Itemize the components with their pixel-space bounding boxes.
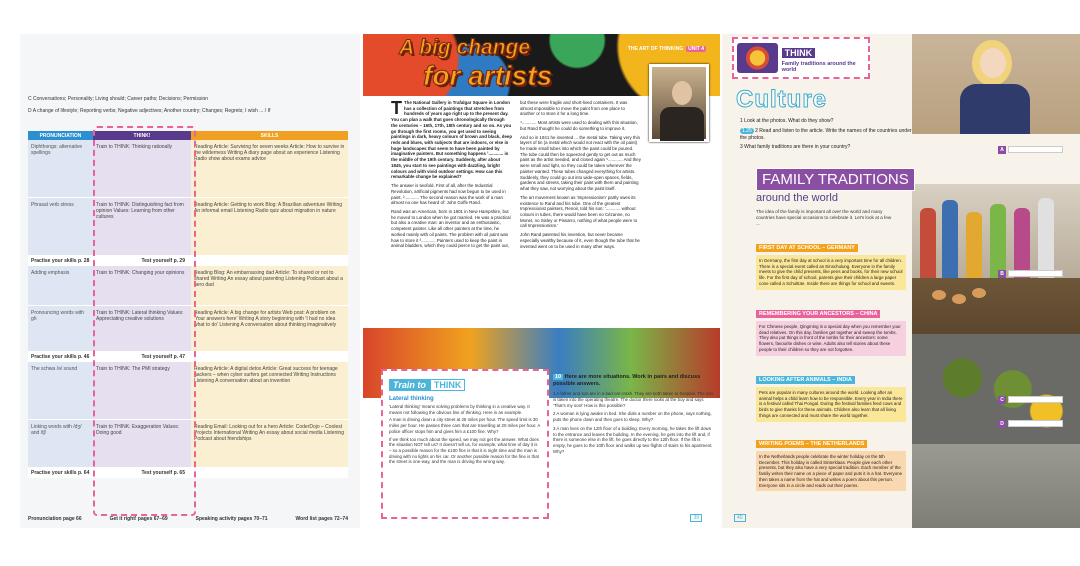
photo-label-b: B [998, 270, 1006, 278]
section-heading: FIRST DAY AT SCHOOL – GERMANY [756, 244, 858, 252]
table-row [28, 420, 348, 468]
think-title: THINK [782, 48, 816, 58]
header-think: THINK! [93, 131, 191, 140]
photo-label-a: A [998, 146, 1006, 154]
train-to-badge: Train to [389, 379, 430, 391]
article-paragraph: And so in 1841 he invented ... the metal tube. Taking very thin layers of tin (a metal which would not react with the oil paint) he made small tubes into which the paint could be poured. The tube could then be squeezed gently to get out as much paint as the artist needed, and closed again ⁵............ And they were small and light, so they could be taken wherever the painter wanted. These tubes changed everything for artists. Suddenly, they could go out into wide-open spaces, fields, gardens and streets, taking their paint with them and painting what they saw, not worrying about the paint itself. [520, 134, 641, 192]
contents-footer [28, 516, 348, 522]
table-row [28, 362, 348, 420]
children-photo [912, 184, 1080, 278]
footer-get-it-right[interactable]: Get it right! pages 67–69 [109, 516, 168, 522]
header-skills: SKILLS [191, 131, 348, 140]
box-paragraph: If we think too much about the speed, we may not get the answer. What does the situation NOT tell us? It doesn't tell us, for example, what time of day it is – so a possible reason for the £100 fine is that it is night time and the man is driving with no lights on his car. Or another possible reason for the fine is that the street is one-way, and the man is driving the wrong way. [389, 436, 539, 465]
article-paragraph: Rand was an American, born in 1801 in New Hampshire, but he moved to London when he got married. He was a practical but also a creative man: an inventor and an enthusiastic, competent painter. Like all other painters at the time, he worked mainly with oil paints. The problem with oil paint was how to store it ³............ Painters used to keep the paint in animal bladders, which they could pierce to get the paint out, but these were fragile and short-lived containers. It was almost impossible to move the paint from one place to another or to store it for a long time. [391, 100, 628, 249]
pronunciation-cell: Adding emphasis [28, 266, 93, 305]
answer-line-d[interactable] [1008, 420, 1063, 427]
section-body: Pets are popular in many cultures around the world. Looking after an animal helps a child learn how to be responsible. Every year in India there is a festival called Thai Pongal. During the festival families feed cows and birds to give thanks for these animals. Children also learn that all living things are connected and must share the world together. [756, 387, 906, 422]
practise-row [28, 468, 348, 478]
header-pronunciation: PRONUNCIATION [28, 131, 93, 140]
contents-line-d: D A change of lifestyle; Reporting verbs; Negative adjectives; Another country; Changes; Regrets; I wish ... / If [28, 107, 271, 114]
article-body [387, 96, 645, 332]
drop-cap: T [391, 98, 402, 118]
table-row [28, 198, 348, 256]
think-cell: Train to THINK: Thinking rationally [93, 140, 191, 197]
situation-item: 1 A father and son are in a bad car crash. They are both taken to hospital. The son is taken into the operating theatre. The doctor there looks at the boy and says 'That's my son!' How is this possible? [553, 391, 713, 408]
think-cell: Train to THINK: The PMI strategy [93, 362, 191, 419]
section-tag [628, 46, 706, 52]
article-paragraph: The answer is twofold. First of all, after the Industrial Revolution, artificial pigments had now begun to be used in paint. ²............ The second reason was the work of a man almost no one has heard of: John Goffe Rand. [391, 183, 506, 206]
footer-word-list[interactable]: Word list pages 72–74 [295, 516, 348, 522]
table-header [28, 131, 348, 140]
think-logo-image [737, 43, 778, 73]
culture-heading: Culture [736, 86, 827, 113]
question-1: 1 Look at the photos. What do they show? [740, 118, 834, 124]
table-row [28, 140, 348, 198]
bun-shape [952, 294, 966, 304]
section-india [756, 368, 906, 422]
skills-cell: Reading Blog: An embarrassing dad Article: To shared or not to shared Writing An essay about parenting Listening Podcast about a hero dad [191, 266, 348, 305]
child-figure [942, 200, 958, 278]
exercise-number: 10 [555, 374, 562, 380]
skills-cell: Reading Article: Getting to work Blog: A Brazilian adventure Writing An informal email Listening Radio quiz about migration in nature [191, 198, 348, 255]
child-figure [1014, 208, 1030, 278]
article-paragraph: The art movement known as 'Impressionism' partly owes its existence to Rand and his tube. One of the greatest Impressionist painters, Renoir, told his son: '............ without colours in tubes, there would have been no Cézanne, no Monet, no Sisley or Pissarro, nothing of what people were to call Impressionism.' [520, 194, 638, 229]
think-subtitle: Family traditions around the world [781, 61, 856, 73]
section-germany [756, 236, 906, 290]
practise-link[interactable]: Practise your skills p. 28 [31, 258, 90, 264]
child-figure [1038, 198, 1054, 278]
photo-body [960, 84, 1030, 134]
practise-row [28, 256, 348, 266]
think-header-box [732, 37, 870, 79]
culture-page [722, 34, 1080, 528]
answer-line-a[interactable] [1008, 146, 1063, 153]
practise-link[interactable]: Practise your skills p. 46 [31, 354, 90, 360]
think-cell: Train to THINK: Exaggeration Values: Doing good [93, 420, 191, 467]
culture-questions [740, 118, 912, 154]
box-paragraph: 'Lateral thinking' means solving problems by thinking in a creative way. It means not following the obvious line of thinking. Here is an example. [389, 404, 530, 415]
answer-line-b[interactable] [1008, 270, 1063, 277]
article-title-line2: for artists [423, 60, 553, 91]
portrait-coat [660, 107, 704, 141]
question-2-text: 2 Read and listen to the article. Write the names of the countries under the photos. [740, 127, 912, 141]
section-china [756, 302, 906, 356]
practise-link[interactable]: Practise your skills p. 64 [31, 470, 90, 476]
test-yourself-link[interactable]: Test yourself p. 47 [141, 354, 185, 360]
skills-cell: Reading Article: Surviving for seven weeks Article: How to survive in the wilderness Writing A diary page about an experience Listening Radio show about exams advice [191, 140, 348, 197]
think-cell: Train to THINK: Changing your opinions [93, 266, 191, 305]
article-paragraph: John Rand patented his invention, but never became especially wealthy because of it, even though the tube that he invented went on to be used in many other ways. [520, 232, 640, 249]
child-figure [990, 204, 1006, 278]
bun-shape [932, 290, 946, 300]
child-figure [920, 208, 936, 278]
pigeons-photo [912, 444, 1080, 528]
contents-page [20, 34, 360, 528]
article-title-line1: A big change [399, 36, 531, 59]
train-to-think-box [381, 369, 549, 519]
section-heading: REMEMBERING YOUR ANCESTORS – CHINA [756, 310, 880, 318]
artists-page [363, 34, 720, 528]
box-paragraph: A man is driving down a city street at 25 miles per hour. The speed limit is 30 miles per hour. He passes three cars that are travelling at 20 miles per hour. A police officer stops him and gives him a £100 fine. Why? [389, 417, 541, 434]
section-tag-label: THE ART OF THINKING [627, 46, 684, 52]
contents-intro [28, 96, 348, 115]
pronunciation-cell: Phrasal verb stress [28, 198, 93, 255]
question-3: 3 What family traditions are there in your country? [740, 144, 851, 151]
around-the-world-subheading: around the world [756, 192, 838, 204]
pronunciation-cell: The schwa /ə/ sound [28, 362, 93, 419]
pronunciation-cell: Pronouncing words with gh [28, 306, 93, 351]
question-2 [740, 128, 912, 142]
bun-shape [972, 288, 986, 298]
exercise-instruction: Here are more situations. Work in pairs and discuss possible answers. [553, 374, 701, 388]
situations-exercise [553, 374, 713, 457]
article-paragraph: ⁴............ Most artists were used to dealing with this situation, but Rand thought he could do something to improve it. [520, 120, 638, 131]
box-heading: Lateral thinking [389, 396, 434, 402]
practise-row [28, 352, 348, 362]
table-row [28, 306, 348, 352]
article-intro: The idea of the family is important all over the world and many countries have special occasions to celebrate it. Let's look at a few ... [756, 209, 892, 226]
section-body: In Germany, the first day at school is a very important time for all children. There is a special event called an Einschulung. Everyone in the family meets to give the child presents, like pens and books, for their new school life. For the first day of school, parents give their children a large paper cone called a Schultüte. Inside there are things for school and sweets. [756, 255, 906, 290]
skills-cell: Reading Article: A big change for artists Web post: A problem on 'Your answers here' Writing A story beginning with 'I had no idea what to do' Listening A conversation about thinking imaginatively [191, 306, 348, 351]
test-yourself-link[interactable]: Test yourself p. 65 [141, 470, 185, 476]
section-body: In the Netherlands people celebrate the winter holiday on the 5th December. This holiday is called Sinterklaas. People give each other presents, but they also have a very special tradition. Each member of the family writes their name on a piece of paper and puts it in a hat. Everyone then takes a name from the hat and writes a poem about this person. Everyone sits in a circle and reads out their poems. [756, 451, 906, 491]
portrait-face [672, 81, 692, 105]
contents-table [28, 131, 348, 478]
audio-track-badge[interactable]: 1.25 [742, 127, 752, 134]
contents-line-c: C Conversations; Personality; Living should; Career paths; Decisions; Permission [28, 96, 209, 102]
think-badge: THINK [430, 379, 466, 391]
flowers-photo [912, 334, 1080, 444]
section-heading: WRITING POEMS – THE NETHERLANDS [756, 440, 867, 448]
answer-line-c[interactable] [1008, 396, 1063, 403]
page-number: 39 [690, 514, 702, 522]
test-yourself-link[interactable]: Test yourself p. 29 [141, 258, 185, 264]
skills-cell: Reading Article: A digital detox Article: Great success for teenage hackers – when cyber surfers get connected Writing Instructions Listening A conversation about an invention [191, 362, 348, 419]
think-cell: Train to THINK: Lateral thinking Values: Appreciating creative solutions [93, 306, 191, 351]
situation-item: 3 A man lives on the 12th floor of a building. Every morning, he takes the lift down to the entrance and leaves the building. In the evening, he gets into the lift and, if there is someone else in the lift, he goes directly to the 12th floor. If the lift is empty, he goes to the 10th floor and walks up two flights of stairs to his apartment. Why? [553, 425, 713, 454]
child-figure [966, 212, 982, 278]
girl-writing-photo [912, 34, 1080, 134]
family-traditions-heading: FAMILY TRADITIONS [756, 168, 915, 191]
section-body: For Chinese people, Qingming is a special day when you remember your dead relatives. On this day, families get together and sweep the tombs. They also put things in front of the tombs for their ancestors: some flowers, favourite dishes or wine. Adults also tell stories about these people to their children so they are not forgotten. [756, 321, 906, 356]
unit-badge: UNIT 4 [688, 46, 704, 52]
section-netherlands [756, 432, 906, 491]
photo-face [980, 48, 1006, 78]
situation-item: 2 A woman is lying awake in bed. She dials a number on the phone, says nothing, puts the phone down and then goes to sleep. Why? [553, 411, 712, 423]
article-paragraph: The National Gallery in Trafalgar Square in London has a collection of paintings that stretches from hundreds of years ago right up to the present day. You can plan a walk that goes chronologically through the centuries – 16th, 17th, 18th century and so on. As you go through the first rooms, you get used to seeing paintings in dark, heavy colours of brown and black, deep reds and blues, with subjects that are indoors, or else in huge landscapes that seem to have been painted by imaginative painters. But something happens ¹............ in the middle of the 19th century. Suddenly, after about 1845, you start to see paintings with dazzling, bright colours and with vivid outdoor settings. How can this remarkable change be explained? [391, 100, 513, 180]
footer-speaking[interactable]: Speaking activity pages 70–71 [195, 516, 268, 522]
photo-label-d: D [998, 420, 1006, 428]
page-number: 40 [734, 514, 746, 522]
think-cell: Train to THINK: Distinguishing fact from opinion Values: Learning from other cultures [93, 198, 191, 255]
photo-label-c: C [998, 396, 1006, 404]
portrait-image [649, 64, 709, 142]
section-heading: LOOKING AFTER ANIMALS – INDIA [756, 376, 855, 384]
footer-pronunciation[interactable]: Pronunciation page 66 [28, 516, 82, 522]
pronunciation-cell: Diphthongs: alternative spellings [28, 140, 93, 197]
table-row [28, 266, 348, 306]
pronunciation-cell: Linking words with /dʒ/ and /tʃ/ [28, 420, 93, 467]
skills-cell: Reading Email: Looking out for a hero Article: CoderDojo – Coolest Projects International Writing An essay about social media Listening Podcast about friendships [191, 420, 348, 467]
